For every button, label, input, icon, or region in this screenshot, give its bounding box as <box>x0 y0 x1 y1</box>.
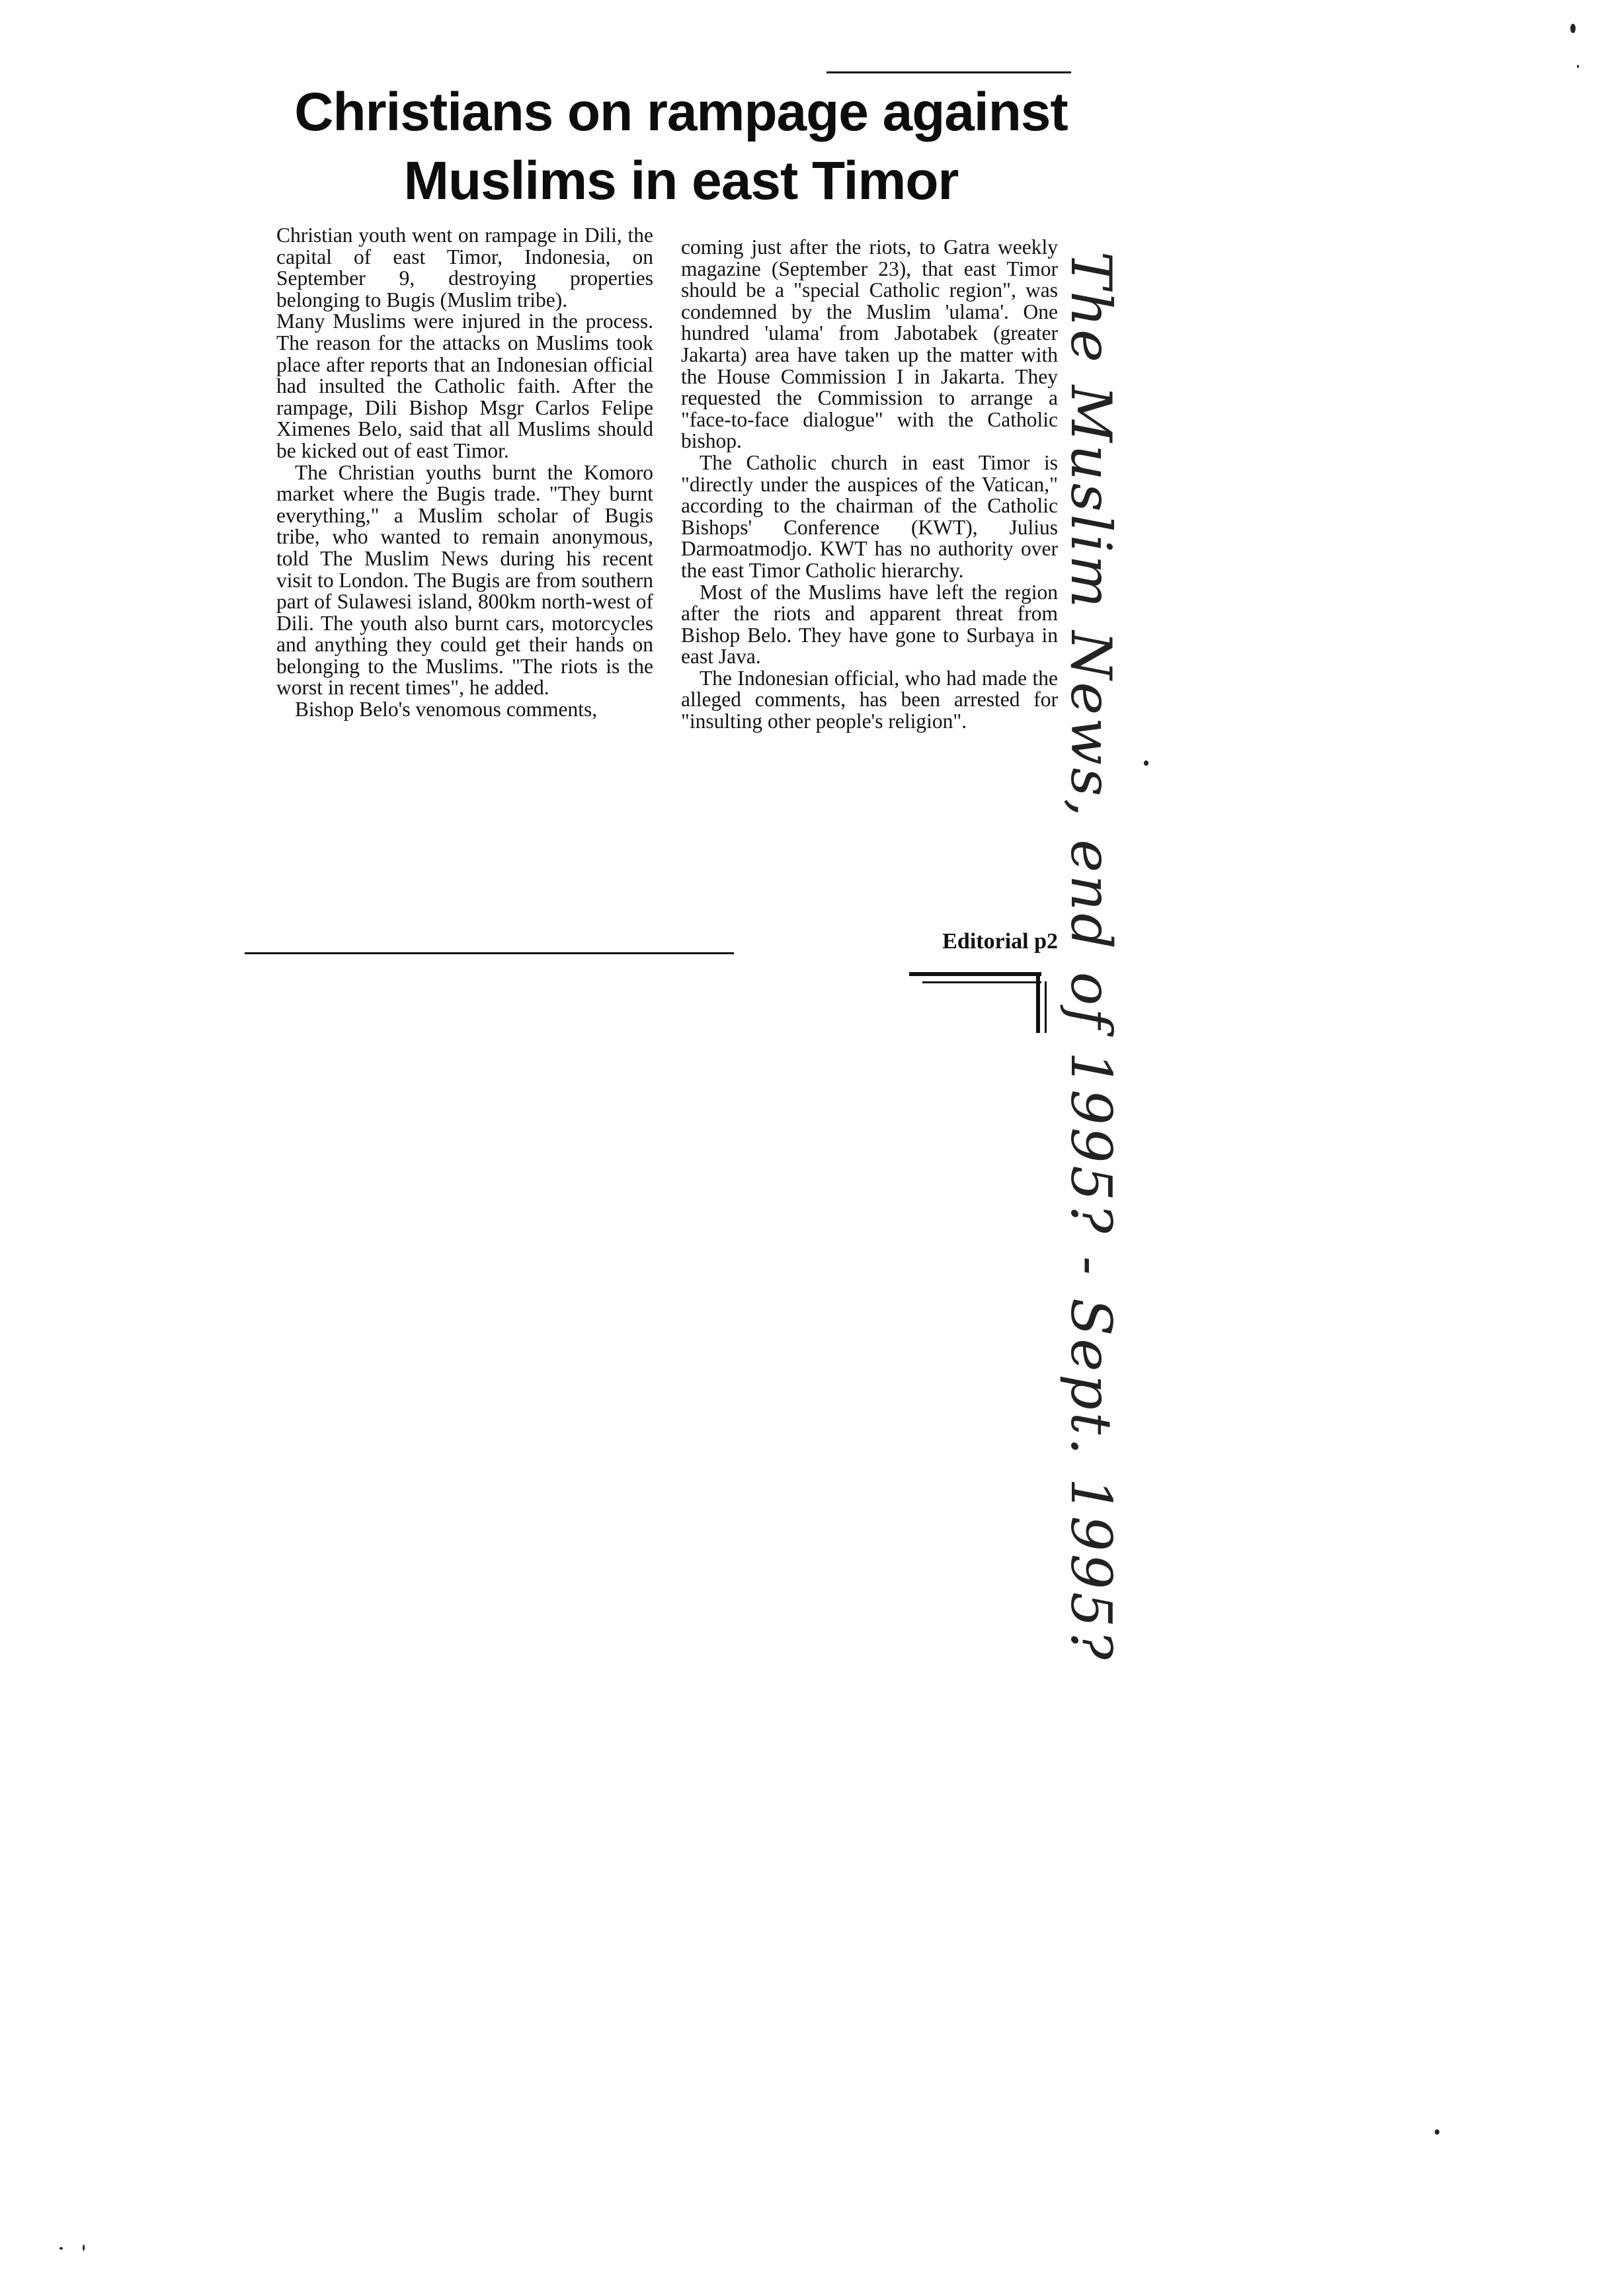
paragraph-3: The Christian youths burnt the Komoro market where the Bugis trade. "They burnt everything," a Muslim scholar of Bugis tribe, who wanted to remain anonymous, told The Muslim News during his recent visit to London. The Bugis are from southern part of Sulawesi island, 800km north-west of Dili. The youth also burnt cars, motorcycles and anything they could get their hands on belonging to the Muslims. "The riots is the worst in recent times", he added. <box>276 460 653 700</box>
corner-bracket-horizontal <box>909 972 1041 976</box>
right-column <box>681 237 1058 733</box>
headline <box>251 78 1111 216</box>
scan-speck <box>1435 2129 1439 2135</box>
paragraph-4: Bishop Belo's venomous comments, <box>295 698 598 721</box>
corner-bracket-vertical-2 <box>1045 981 1047 1033</box>
headline-line-2: Muslims in east Timor <box>403 151 959 211</box>
scan-speck <box>1577 65 1579 68</box>
paragraph-6: The Catholic church in east Timor is "directly under the auspices of the Vatican," according to the chairman of the Catholic Bishops' Conference (KWT), Julius Darmoatmodjo. KWT has no authority over the east Timor Catholic hierarchy. <box>681 450 1058 582</box>
paragraph-2: Many Muslims were injured in the process. The reason for the attacks on Muslims took place after reports that an Indonesian official had insulted the Catholic faith. After the rampage, Dili Bishop Msgr Carlos Felipe Ximenes Belo, said that all Muslims should be kicked out of east Timor. <box>276 309 653 462</box>
scan-speck <box>1570 24 1576 33</box>
editorial-reference: Editorial p2 <box>942 929 1058 954</box>
headline-line-1: Christians on rampage against <box>294 82 1068 142</box>
scan-speck <box>83 2244 85 2251</box>
paragraph-8: The Indonesian official, who had made the alleged comments, has been arrested for "insulting other people's religion". <box>681 666 1058 733</box>
corner-bracket-horizontal-2 <box>922 981 1041 983</box>
scan-speck <box>60 2247 63 2250</box>
corner-bracket-vertical <box>1036 972 1040 1033</box>
handwritten-note: The Muslim News, end of 1995? - Sept. 1995? <box>1059 251 1123 1662</box>
left-column <box>276 225 653 721</box>
paragraph-7: Most of the Muslims have left the region after the riots and apparent threat from Bishop Belo. They have gone to Surbaya in east Java. <box>681 580 1058 669</box>
top-rule <box>826 71 1071 73</box>
paragraph-1: Christian youth went on rampage in Dili, the capital of east Timor, Indonesia, on September 9, destroying properties belonging to Bugis (Muslim tribe). <box>276 224 653 311</box>
scan-speck <box>1144 760 1148 766</box>
bottom-rule <box>245 952 734 954</box>
paragraph-5: coming just after the riots, to Gatra weekly magazine (September 23), that east Timor should be a "special Catholic region", was condemned by the Muslim 'ulama'. One hundred 'ulama' from Jabotabek (greater Jakarta) area have taken up the matter with the House Commission I in Jakarta. They requested the Commission to arrange a "face-to-face dialogue" with the Catholic bishop. <box>681 235 1058 453</box>
